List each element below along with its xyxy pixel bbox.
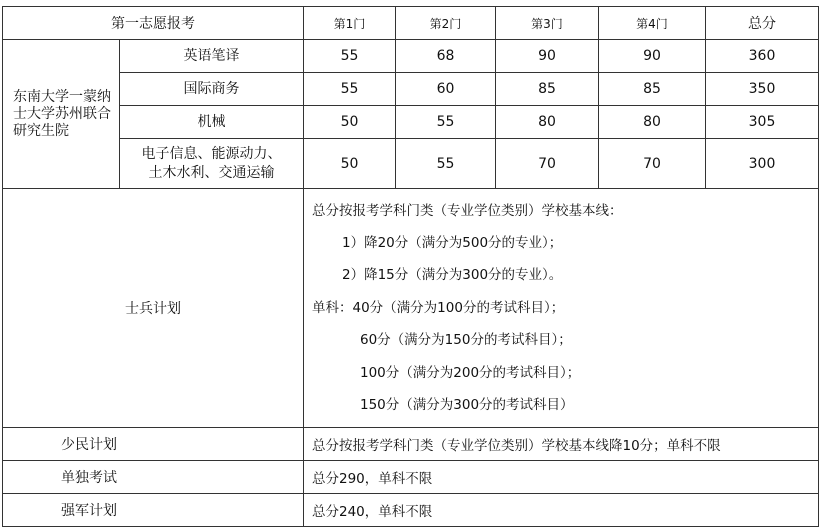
rule-line: 总分按报考学科门类（专业学位类别）学校基本线： — [312, 202, 623, 219]
table-row — [3, 139, 819, 189]
subject-3-header: 第3门 — [496, 7, 599, 40]
major-name: 国际商务 — [120, 73, 304, 106]
total-cell: 350 — [706, 73, 819, 106]
total-cell: 360 — [706, 40, 819, 73]
score-cell: 90 — [599, 40, 706, 73]
minority-plan-rule: 总分按报考学科门类（专业学位类别）学校基本线降10分；单科不限 — [304, 428, 819, 461]
rule-line: 150分（满分为300分的考试科目） — [360, 396, 574, 413]
score-table — [2, 6, 819, 527]
rule-line: 单科：40分（满分为100分的考试科目）； — [312, 299, 565, 316]
total-cell: 305 — [706, 106, 819, 139]
score-cell: 80 — [496, 106, 599, 139]
subject-1-header: 第1门 — [304, 7, 396, 40]
total-cell: 300 — [706, 139, 819, 189]
rule-line: 1）降20分（满分为500分的专业）； — [342, 235, 563, 252]
table-row — [3, 40, 819, 73]
major-name: 英语笔译 — [120, 40, 304, 73]
score-cell: 55 — [396, 106, 496, 139]
major-name: 电子信息、能源动力、土木水利、交通运输 — [120, 139, 304, 189]
institution-name: 东南大学一蒙纳士大学苏州联合研究生院 — [3, 40, 120, 189]
strong-army-plan-rule: 总分240，单科不限 — [304, 494, 819, 527]
table-row — [3, 73, 819, 106]
soldier-plan-rules — [304, 189, 819, 428]
score-cell: 50 — [304, 139, 396, 189]
independent-exam-rule: 总分290，单科不限 — [304, 461, 819, 494]
strong-army-plan-row — [3, 494, 819, 527]
strong-army-plan-label: 强军计划 — [3, 494, 304, 527]
rule-line: 2）降15分（满分为300分的专业）。 — [342, 267, 563, 284]
score-cell: 85 — [496, 73, 599, 106]
independent-exam-row — [3, 461, 819, 494]
soldier-plan-label: 士兵计划 — [3, 189, 304, 428]
score-cell: 85 — [599, 73, 706, 106]
score-cell: 70 — [496, 139, 599, 189]
table-row — [3, 106, 819, 139]
score-cell: 55 — [304, 73, 396, 106]
minority-plan-label: 少民计划 — [3, 428, 304, 461]
score-cell: 55 — [304, 40, 396, 73]
score-cell: 60 — [396, 73, 496, 106]
subject-2-header: 第2门 — [396, 7, 496, 40]
score-cell: 68 — [396, 40, 496, 73]
score-cell: 55 — [396, 139, 496, 189]
minority-plan-row — [3, 428, 819, 461]
subject-4-header: 第4门 — [599, 7, 706, 40]
soldier-plan-row — [3, 189, 819, 428]
header-row — [3, 7, 819, 40]
rule-line: 100分（满分为200分的考试科目）； — [360, 364, 581, 381]
first-choice-header: 第一志愿报考 — [3, 7, 304, 40]
rule-line: 60分（满分为150分的考试科目）； — [360, 332, 572, 349]
total-header: 总分 — [706, 7, 819, 40]
score-cell: 70 — [599, 139, 706, 189]
independent-exam-label: 单独考试 — [3, 461, 304, 494]
score-cell: 90 — [496, 40, 599, 73]
score-cell: 80 — [599, 106, 706, 139]
score-cell: 50 — [304, 106, 396, 139]
major-name: 机械 — [120, 106, 304, 139]
